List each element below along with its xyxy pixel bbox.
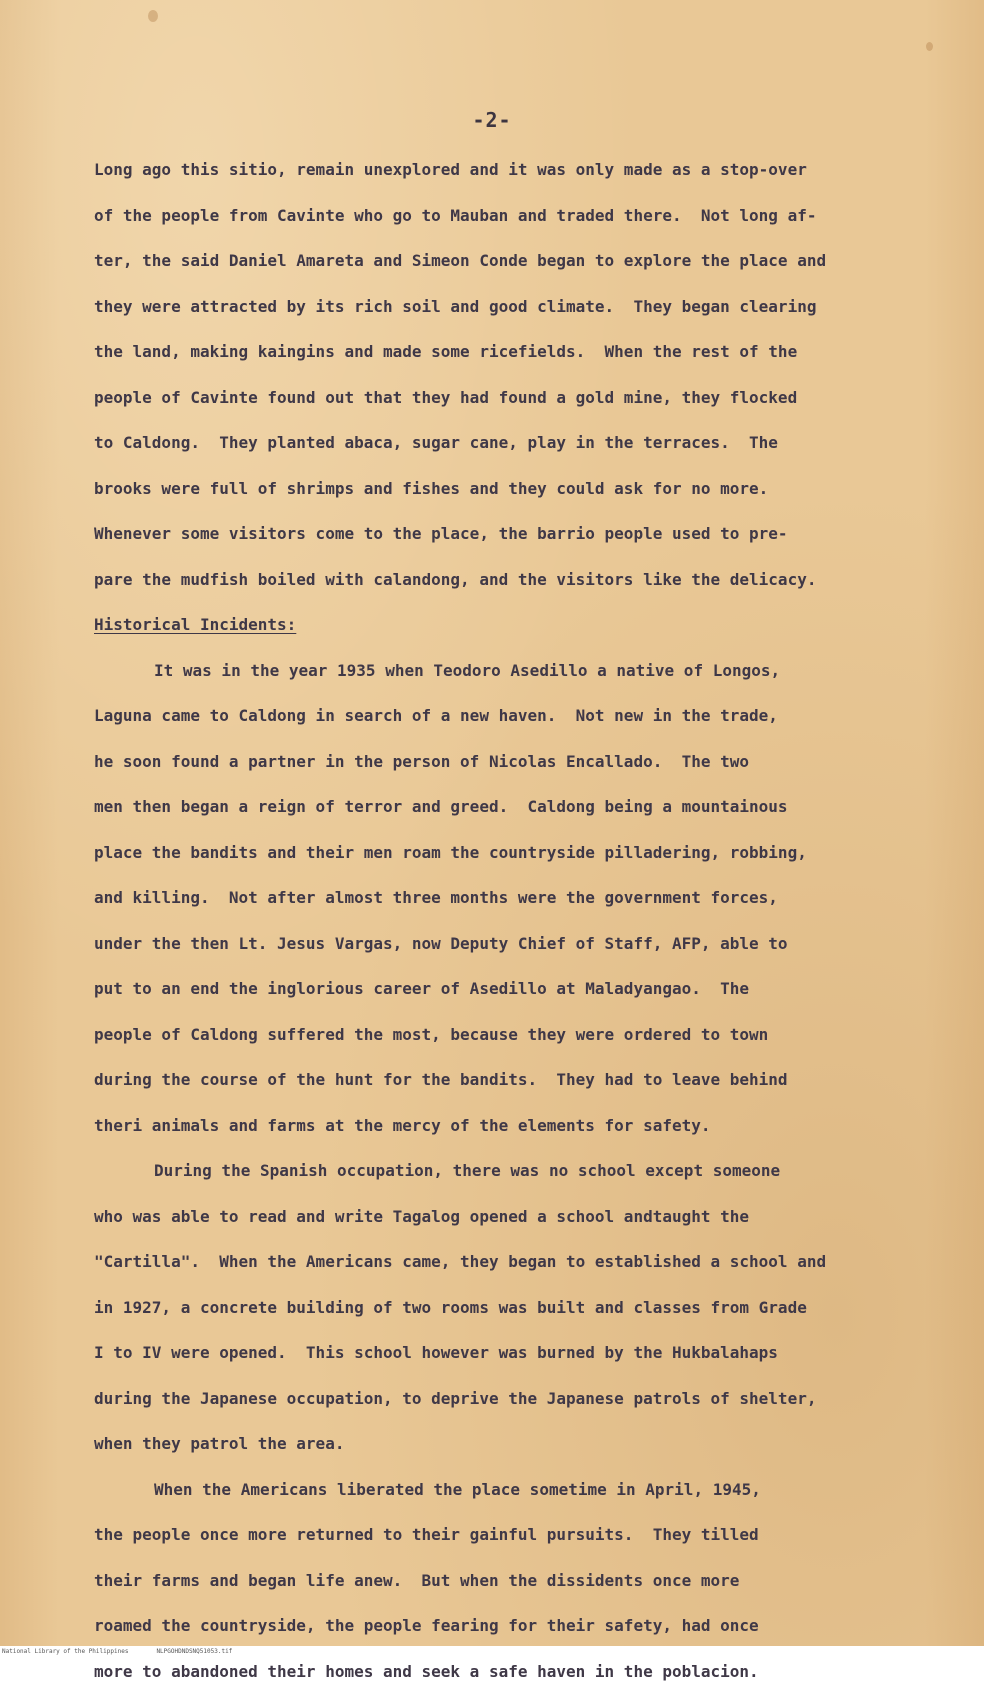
text-line: men then began a reign of terror and greed. Caldong being a mountainous — [94, 784, 926, 830]
text-line: the land, making kaingins and made some ricefields. When the rest of the — [94, 329, 926, 375]
section-heading — [94, 602, 926, 648]
text-line: they were attracted by its rich soil and good climate. They began clearing — [94, 284, 926, 330]
text-line: roamed the countryside, the people fearing for their safety, had once — [94, 1603, 926, 1649]
text-line: Laguna came to Caldong in search of a new haven. Not new in the trade, — [94, 693, 926, 739]
stain-mark — [926, 42, 933, 51]
text-line: during the Japanese occupation, to deprive the Japanese patrols of shelter, — [94, 1376, 926, 1422]
stain-mark — [148, 10, 158, 22]
text-line: in 1927, a concrete building of two rooms was built and classes from Grade — [94, 1285, 926, 1331]
text-line: he soon found a partner in the person of Nicolas Encallado. The two — [94, 739, 926, 785]
page-number: -2- — [0, 108, 984, 132]
scan-footer — [0, 1646, 984, 1658]
text-line: during the course of the hunt for the bandits. They had to leave behind — [94, 1057, 926, 1103]
text-line: When the Americans liberated the place sometime in April, 1945, — [94, 1467, 926, 1513]
text-line: put to an end the inglorious career of Asedillo at Maladyangao. The — [94, 966, 926, 1012]
paragraph-school — [94, 1148, 926, 1467]
text-line: place the bandits and their men roam the countryside pilladering, robbing, — [94, 830, 926, 876]
text-line: theri animals and farms at the mercy of the elements for safety. — [94, 1103, 926, 1149]
text-line: brooks were full of shrimps and fishes and they could ask for no more. — [94, 466, 926, 512]
text-line: people of Caldong suffered the most, because they were ordered to town — [94, 1012, 926, 1058]
text-line: It was in the year 1935 when Teodoro Asedillo a native of Longos, — [94, 648, 926, 694]
text-line: pare the mudfish boiled with calandong, and the visitors like the delicacy. — [94, 557, 926, 603]
text-line: of the people from Cavinte who go to Mauban and traded there. Not long af- — [94, 193, 926, 239]
footer-filename: NLPGOHDNDSNQ51053.tif — [128, 1648, 232, 1655]
text-line: and killing. Not after almost three months were the government forces, — [94, 875, 926, 921]
text-line: the people once more returned to their gainful pursuits. They tilled — [94, 1512, 926, 1558]
text-line: I to IV were opened. This school however was burned by the Hukbalahaps — [94, 1330, 926, 1376]
text-line: when they patrol the area. — [94, 1421, 926, 1467]
text-line: who was able to read and write Tagalog opened a school andtaught the — [94, 1194, 926, 1240]
paragraph-origins — [94, 147, 926, 602]
paragraph-bandits — [94, 648, 926, 1149]
text-line: their farms and began life anew. But when the dissidents once more — [94, 1558, 926, 1604]
footer-institution: National Library of the Philippines — [0, 1648, 128, 1655]
text-line: "Cartilla". When the Americans came, they began to established a school and — [94, 1239, 926, 1285]
text-line: to Caldong. They planted abaca, sugar cane, play in the terraces. The — [94, 420, 926, 466]
paragraph-liberation — [94, 1467, 926, 1694]
text-line: Long ago this sitio, remain unexplored and it was only made as a stop-over — [94, 147, 926, 193]
section-heading-text: Historical Incidents: — [94, 615, 296, 634]
text-line: under the then Lt. Jesus Vargas, now Deputy Chief of Staff, AFP, able to — [94, 921, 926, 967]
text-line: people of Cavinte found out that they had found a gold mine, they flocked — [94, 375, 926, 421]
text-line: Whenever some visitors come to the place, the barrio people used to pre- — [94, 511, 926, 557]
text-line: ter, the said Daniel Amareta and Simeon Conde began to explore the place and — [94, 238, 926, 284]
text-line: more to abandoned their homes and seek a safe haven in the poblacion. — [94, 1649, 926, 1694]
text-line: During the Spanish occupation, there was no school except someone — [94, 1148, 926, 1194]
document-body — [94, 147, 926, 1694]
